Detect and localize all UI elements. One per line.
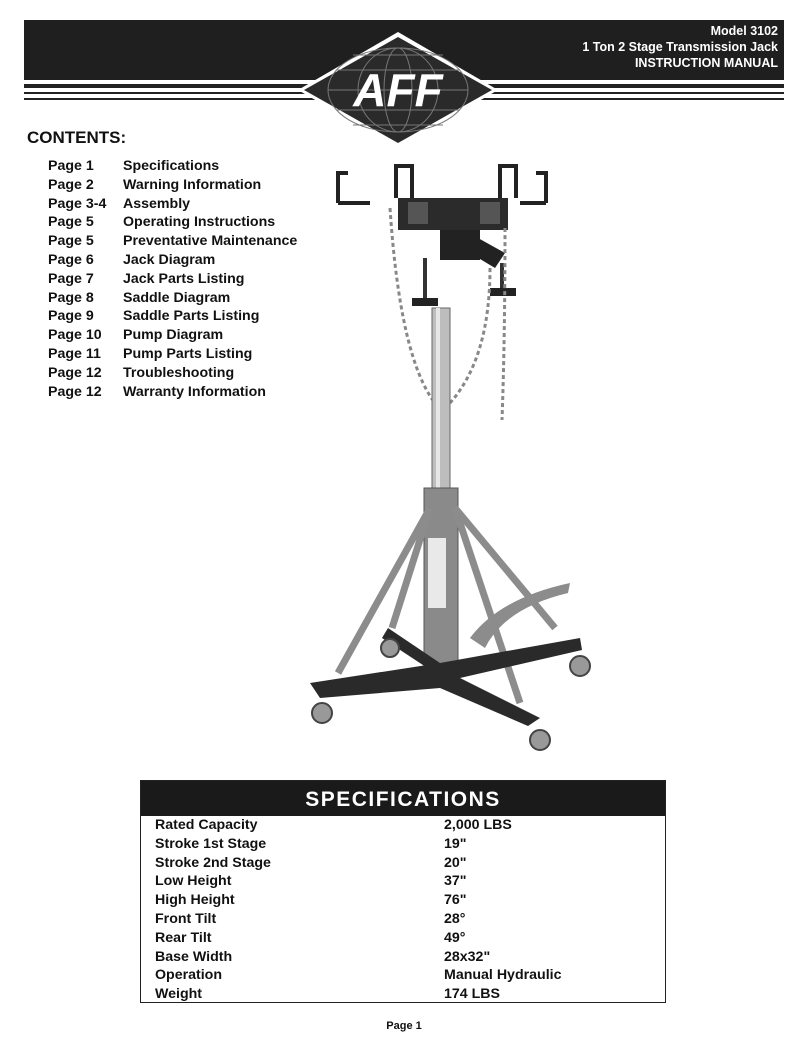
toc-page-number: Page 11	[48, 345, 101, 362]
spec-row	[155, 966, 665, 985]
product-name: 1 Ton 2 Stage Transmission Jack	[582, 40, 778, 54]
toc-page-number: Page 12	[48, 364, 102, 381]
toc-topic: Assembly	[123, 195, 191, 212]
toc-topic: Preventative Maintenance	[123, 233, 298, 250]
toc-topic: Operating Instructions	[123, 214, 276, 231]
toc-topic: Pump Parts Listing	[123, 345, 253, 362]
toc-entry	[48, 270, 297, 289]
spec-label: Rear Tilt	[155, 929, 212, 946]
spec-label: Weight	[155, 986, 203, 1003]
spec-row	[155, 891, 665, 910]
toc-topic: Jack Parts Listing	[123, 270, 245, 287]
manual-title-block	[582, 23, 778, 71]
toc-topic: Warranty Information	[123, 383, 266, 400]
spec-row	[155, 816, 665, 835]
spec-row	[155, 948, 665, 967]
specifications-heading: SPECIFICATIONS	[141, 781, 665, 816]
spec-row	[155, 872, 665, 891]
spec-value: 49°	[444, 929, 466, 946]
table-of-contents	[48, 157, 297, 401]
toc-topic: Saddle Diagram	[123, 289, 231, 306]
toc-entry	[48, 176, 297, 195]
spec-row	[155, 929, 665, 948]
spec-value: 2,000 LBS	[444, 817, 512, 833]
toc-entry	[48, 157, 297, 176]
logo-text: AFF	[353, 64, 443, 116]
spec-value: 28°	[444, 910, 466, 927]
spec-label: Stroke 1st Stage	[155, 835, 267, 852]
toc-page-number: Page 12	[48, 383, 102, 400]
spec-row	[155, 835, 665, 854]
toc-topic: Warning Information	[123, 176, 262, 193]
toc-page-number: Page 2	[48, 176, 94, 193]
spec-value: 19"	[444, 835, 467, 852]
spec-value: 20"	[444, 854, 467, 871]
spec-label: Operation	[155, 967, 223, 984]
toc-topic: Jack Diagram	[123, 251, 216, 268]
toc-entry	[48, 213, 297, 232]
toc-page-number: Page 3-4	[48, 195, 107, 212]
aff-logo	[298, 30, 498, 150]
toc-topic: Troubleshooting	[123, 364, 235, 381]
toc-topic: Pump Diagram	[123, 327, 224, 344]
toc-entry	[48, 345, 297, 364]
toc-page-number: Page 7	[48, 270, 94, 287]
toc-entry	[48, 251, 297, 270]
toc-page-number: Page 1	[48, 158, 94, 174]
toc-topic: Specifications	[123, 158, 220, 174]
toc-entry	[48, 195, 297, 214]
spec-value: Manual Hydraulic	[444, 967, 562, 984]
toc-entry	[48, 326, 297, 345]
toc-topic: Saddle Parts Listing	[123, 308, 260, 325]
contents-heading: CONTENTS:	[27, 128, 127, 147]
spec-row	[155, 985, 665, 1004]
toc-page-number: Page 5	[48, 214, 94, 231]
spec-value: 76"	[444, 892, 467, 909]
spec-value: 174 LBS	[444, 986, 500, 1003]
page-number: Page 1	[386, 1020, 422, 1032]
toc-page-number: Page 5	[48, 233, 94, 250]
toc-entry	[48, 383, 297, 402]
specifications-table	[140, 780, 666, 1003]
toc-entry	[48, 289, 297, 308]
toc-entry	[48, 232, 297, 251]
spec-label: High Height	[155, 892, 235, 909]
toc-entry	[48, 364, 297, 383]
document-type: INSTRUCTION MANUAL	[634, 56, 778, 70]
spec-label: Base Width	[155, 948, 233, 965]
spec-row	[155, 854, 665, 873]
spec-row	[155, 910, 665, 929]
model-number: Model 3102	[710, 24, 778, 38]
spec-value: 28x32"	[444, 948, 491, 965]
toc-page-number: Page 6	[48, 251, 94, 268]
spec-value: 37"	[444, 873, 467, 890]
toc-page-number: Page 10	[48, 327, 102, 344]
specifications-rows	[141, 816, 665, 1004]
spec-label: Front Tilt	[155, 910, 217, 927]
spec-label: Stroke 2nd Stage	[155, 854, 271, 871]
spec-label: Low Height	[155, 873, 232, 890]
toc-entry	[48, 307, 297, 326]
toc-page-number: Page 8	[48, 289, 94, 306]
spec-label: Rated Capacity	[155, 817, 258, 833]
transmission-jack-illustration	[290, 158, 610, 758]
toc-page-number: Page 9	[48, 308, 94, 325]
